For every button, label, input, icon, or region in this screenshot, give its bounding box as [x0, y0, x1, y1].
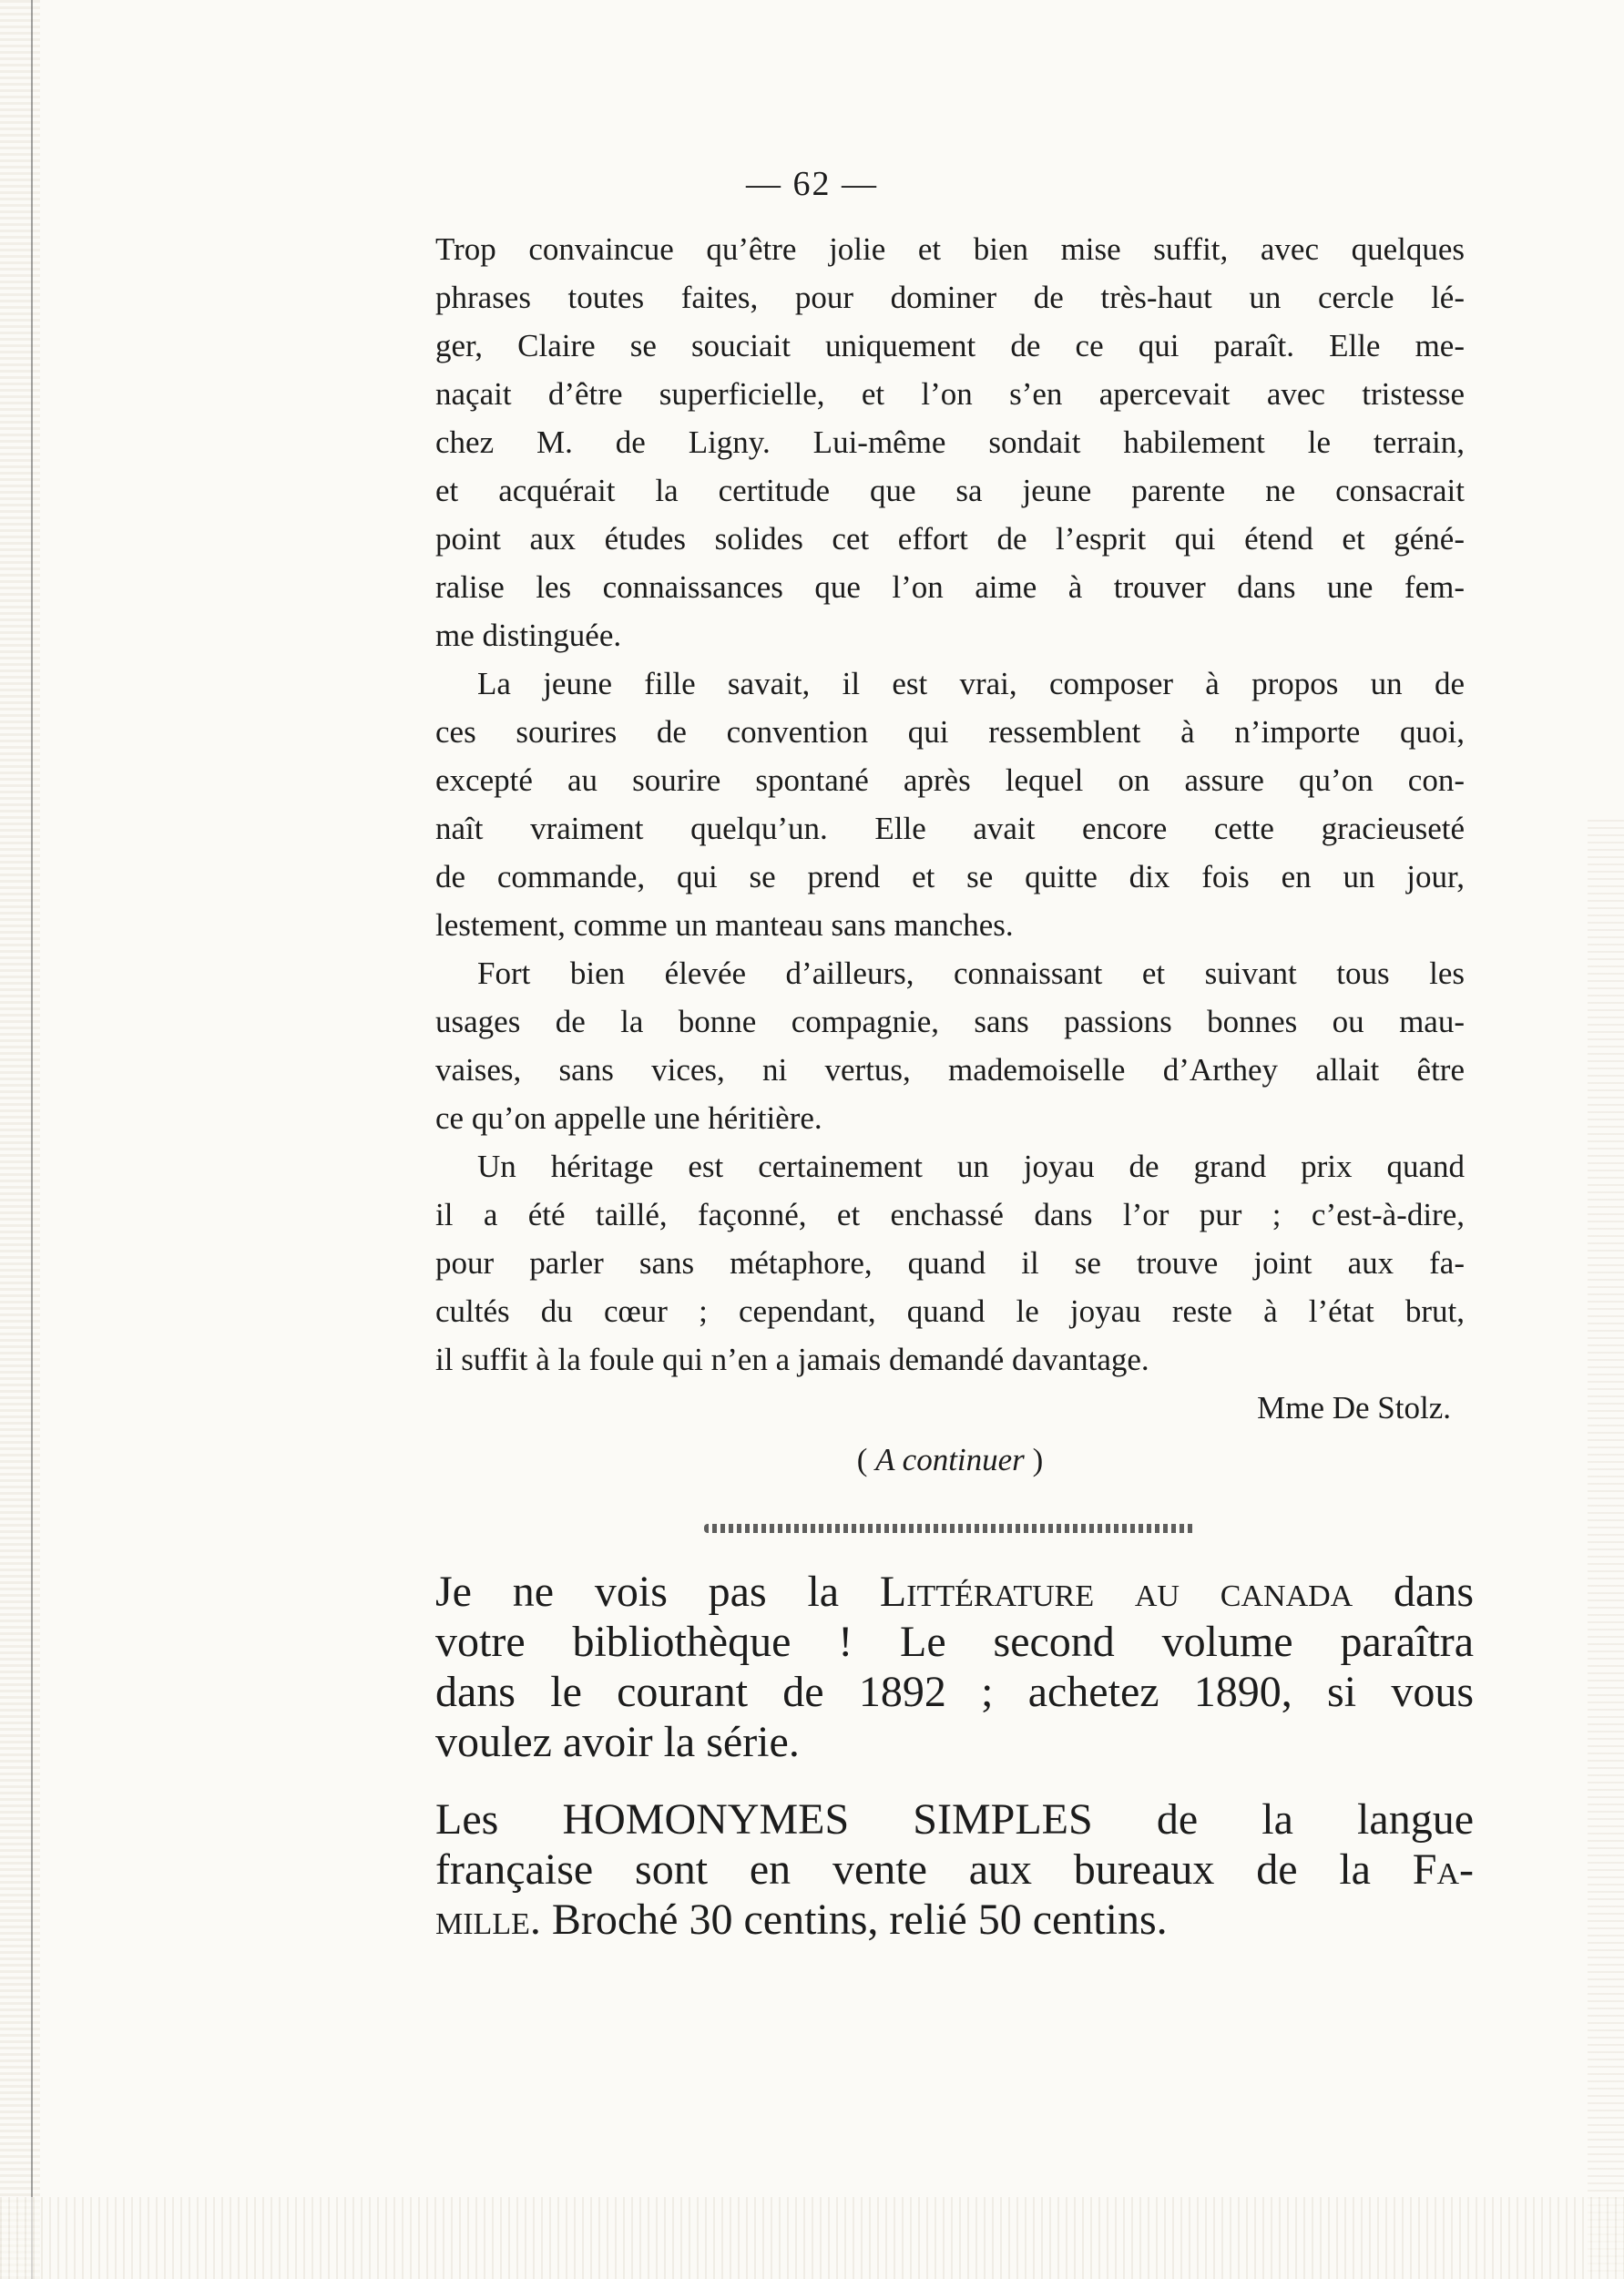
story-line: il suffit à la foule qui n’en a jamais demandé davantage.	[435, 1342, 1149, 1377]
story-line: me distinguée.	[435, 618, 622, 653]
notice-text: Je ne vois pas la	[435, 1568, 880, 1616]
scan-bottom-noise	[0, 2197, 1624, 2279]
notice-line: voulez avoir la série.	[435, 1718, 800, 1766]
story-line: ralise les connaissances que l’on aime à trouver dans une fem-	[435, 569, 1465, 605]
story-line: excepté au sourire spontané après lequel on assure qu’on con-	[435, 762, 1465, 798]
story-lines	[435, 225, 1465, 1384]
story-line: ces sourires de convention qui ressemblent à n’importe quoi,	[435, 714, 1465, 750]
notice-line	[435, 1845, 1474, 1895]
story-line: La jeune fille savait, il est vrai, composer à propos un de	[477, 666, 1465, 701]
notice-homonymes	[435, 1794, 1474, 1945]
decorative-separator	[704, 1524, 1196, 1533]
story-line: phrases toutes faites, pour dominer de très-haut un cercle lé-	[435, 280, 1465, 315]
continuation-close: )	[1024, 1442, 1044, 1477]
scan-left-margin	[0, 0, 40, 2279]
story-line: cultés du cœur ; cependant, quand le joyau reste à l’état brut,	[435, 1293, 1465, 1329]
story-line: lestement, comme un manteau sans manches.	[435, 907, 1014, 943]
scan-right-noise	[1588, 820, 1624, 2277]
story-line: usages de la bonne compagnie, sans passions bonnes ou mau-	[435, 1004, 1465, 1039]
story-line: Un héritage est certainement un joyau de grand prix quand	[477, 1149, 1465, 1184]
notice-line: dans le courant de 1892 ; achetez 1890, si vous	[435, 1668, 1474, 1716]
binding-edge-line	[31, 0, 33, 2279]
publication-name: Fa-	[1412, 1845, 1474, 1894]
story-line: vaises, sans vices, ni vertus, mademoiselle d’Arthey allait être	[435, 1052, 1465, 1088]
notice-litterature	[435, 1567, 1474, 1767]
continuation-open: (	[856, 1442, 876, 1477]
story-line: Trop convaincue qu’être jolie et bien mise suffit, avec quelques	[435, 231, 1465, 267]
story-line: ger, Claire se souciait uniquement de ce qui paraît. Elle me-	[435, 328, 1465, 363]
notice-line	[435, 1567, 1474, 1617]
notice-text: Broché 30 centins, relié 50 centins.	[540, 1896, 1168, 1944]
story-line: pour parler sans métaphore, quand il se trouve joint aux fa-	[435, 1245, 1465, 1281]
story-line: il a été taillé, façonné, et enchassé dans l’or pur ; c’est-à-dire,	[435, 1197, 1465, 1232]
story-line: Fort bien élevée d’ailleurs, connaissant et suivant tous les	[477, 956, 1465, 991]
publication-name: mille.	[435, 1896, 541, 1944]
notice-line: Les HOMONYMES SIMPLES de la langue	[435, 1795, 1474, 1844]
continuation-text: A continuer	[875, 1442, 1025, 1477]
story-line: chez M. de Ligny. Lui-même sondait habilement le terrain,	[435, 424, 1465, 460]
page-number: — 62 —	[746, 165, 878, 203]
story-line: naçait d’être superficielle, et l’on s’en apercevait avec tristesse	[435, 376, 1465, 412]
notice-text: dans	[1353, 1568, 1475, 1616]
notice-line: votre bibliothèque ! Le second volume paraîtra	[435, 1618, 1474, 1666]
story-line: point aux études solides cet effort de l’esprit qui étend et géné-	[435, 521, 1465, 557]
author-signature: Mme De Stolz.	[1257, 1390, 1451, 1426]
book-title: Littérature au canada	[879, 1568, 1353, 1616]
continuation-note	[435, 1436, 1465, 1484]
story-line: de commande, qui se prend et se quitte dix fois en un jour,	[435, 859, 1465, 894]
notice-text: française sont en vente aux bureaux de la	[435, 1845, 1413, 1894]
story-line: naît vraiment quelqu’un. Elle avait encore cette gracieuseté	[435, 811, 1465, 846]
story-line: ce qu’on appelle une héritière.	[435, 1100, 822, 1136]
story-line: et acquérait la certitude que sa jeune parente ne consacrait	[435, 473, 1465, 508]
notice-line	[435, 1895, 1474, 1945]
story-text	[435, 225, 1465, 1533]
